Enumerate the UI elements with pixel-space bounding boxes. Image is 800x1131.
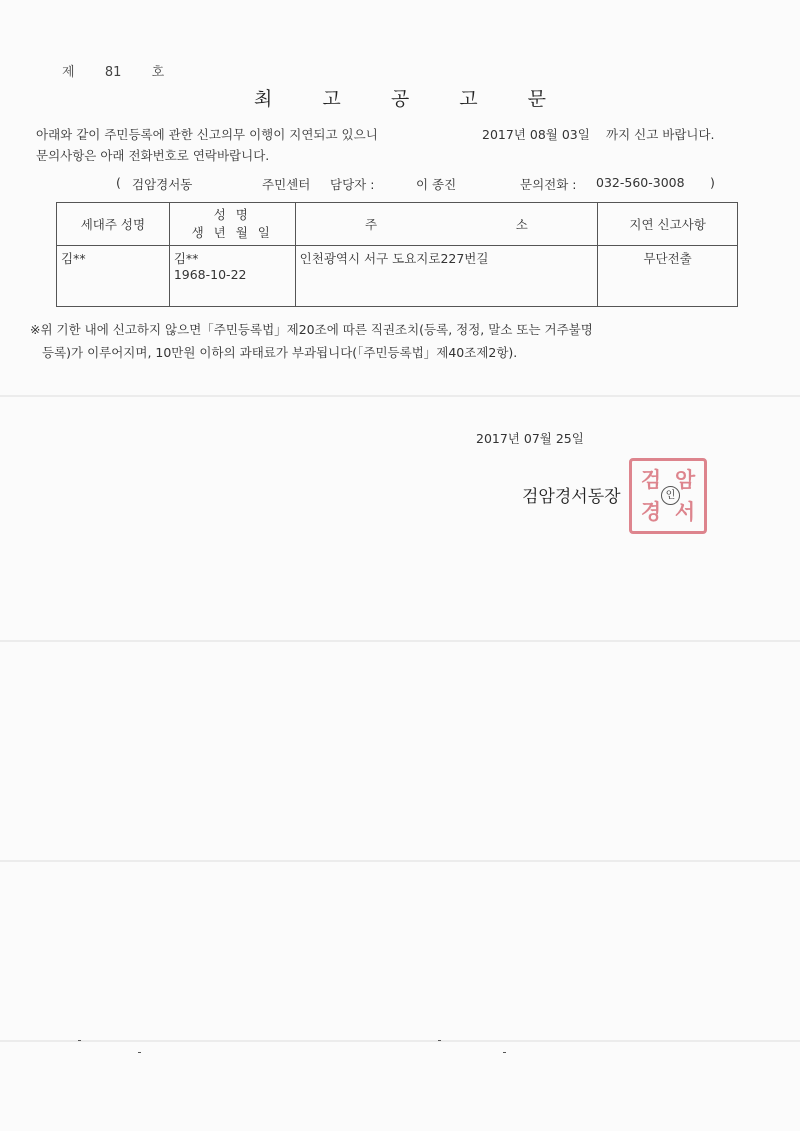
cell-name-birth: [169, 246, 295, 307]
seal-mark: 인: [661, 486, 680, 505]
header-address-left: 주: [365, 217, 378, 232]
deadline-suffix: 까지 신고 바랍니다.: [606, 127, 715, 142]
scan-speck: [138, 1052, 141, 1053]
cell-address: 인천광역시 서구 도요지로227번길: [295, 246, 598, 307]
issue-date: 2017년 07월 25일: [476, 431, 584, 446]
scan-artifact: [0, 395, 800, 397]
header-householder: 세대주 성명: [57, 203, 170, 246]
doc-number-value: 81: [104, 65, 122, 80]
document-number: [62, 61, 164, 80]
cell-householder: 김**: [57, 246, 170, 307]
header-delay: 지연 신고사항: [598, 203, 738, 246]
contact-manager-label: 담당자 :: [330, 177, 375, 192]
contact-manager-name: 이 종진: [416, 177, 457, 192]
contact-close-paren: ): [710, 175, 715, 190]
notice-table: [56, 202, 738, 307]
stamp-char: 경: [640, 500, 662, 524]
scan-artifact: [0, 860, 800, 862]
contact-phone-label: 문의전화 :: [520, 177, 577, 192]
stamp-char: 서: [674, 500, 696, 524]
cell-name: 김**: [173, 251, 199, 266]
scan-speck: [503, 1052, 506, 1053]
table-row: [57, 246, 738, 307]
intro-line-2: 문의사항은 아래 전화번호로 연락바랍니다.: [36, 148, 270, 163]
header-name-birth: [169, 203, 295, 246]
scan-speck: [438, 1040, 441, 1041]
header-address: [295, 203, 598, 246]
scan-artifact: [0, 640, 800, 642]
contact-center: 주민센터: [262, 177, 311, 192]
warning-line-2: 등록)가 이루어지며, 10만원 이하의 과태료가 부과됩니다(「주민등록법」제40조제2항).: [42, 345, 518, 360]
stamp-char: 검: [640, 468, 662, 492]
header-address-right: 소: [515, 217, 528, 232]
doc-number-suffix: 호: [151, 65, 165, 80]
cell-birth: 1968-10-22: [173, 267, 247, 282]
cell-delay: 무단전출: [598, 246, 738, 307]
header-birth: 생 년 월 일: [191, 225, 273, 240]
contact-open-paren: (: [116, 175, 121, 190]
intro-line-1: 아래와 같이 주민등록에 관한 신고의무 이행이 지연되고 있으니: [36, 127, 378, 142]
contact-office: 검암경서동: [132, 177, 193, 192]
stamp-char: 암: [674, 468, 696, 492]
doc-number-prefix: 제: [62, 65, 75, 80]
document-title: 최 고 공 고 문: [254, 88, 568, 110]
issuer-name: 검암경서동장: [522, 487, 621, 507]
warning-line-1: ※위 기한 내에 신고하지 않으면「주민등록법」제20조에 따른 직권조치(등록, 정정, 말소 또는 거주불명: [30, 322, 593, 337]
scan-speck: [78, 1040, 81, 1041]
scan-artifact: [0, 1040, 800, 1042]
deadline-date: 2017년 08월 03일: [482, 127, 590, 142]
contact-phone: 032-560-3008: [596, 175, 685, 190]
table-header-row: [57, 203, 738, 246]
header-name: 성 명: [213, 207, 251, 222]
